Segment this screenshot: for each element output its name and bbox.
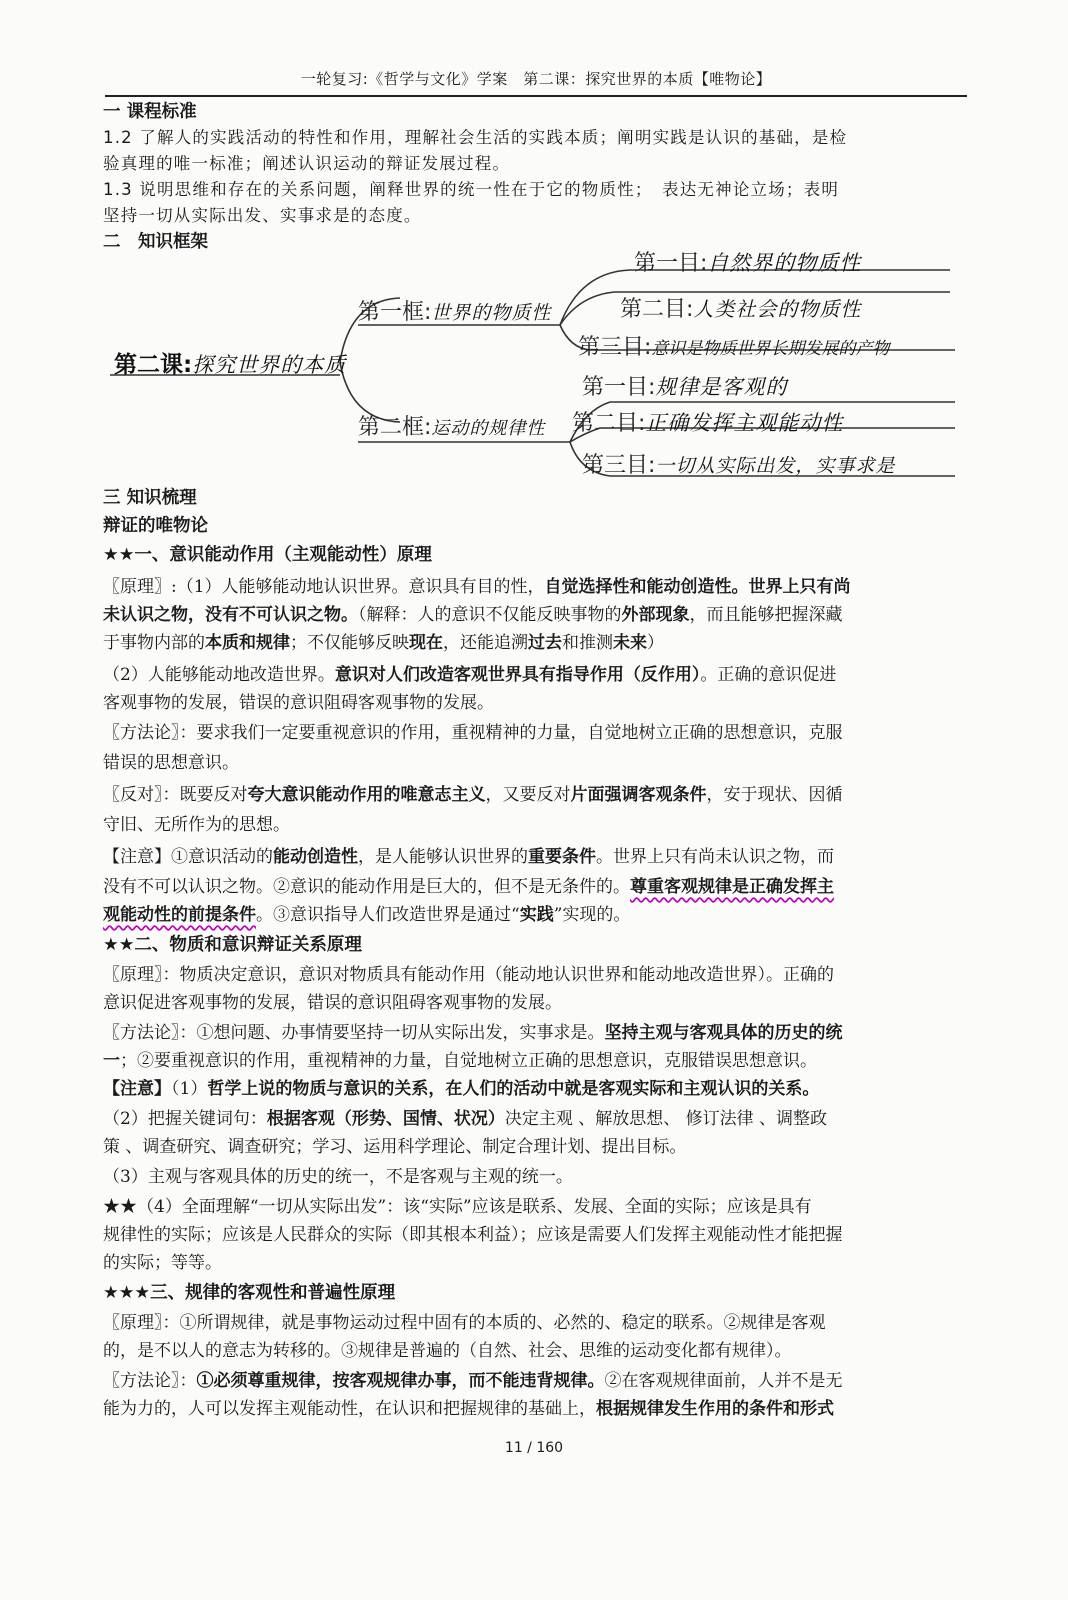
tree-frame-1-handwriting: 世界的物质性: [431, 302, 552, 324]
principle-2-note: 策 、调查研究、调查研究；学习、运用科学理论、制定合理计划、提出目标。: [103, 1137, 687, 1157]
text: 能为力的，人可以发挥主观能动性，在认识和把握规律的基础上，: [103, 1399, 596, 1419]
bold-text: 意识对人们改造客观世界具有指导作用（反作用）: [334, 665, 701, 685]
subheading-dialectical-materialism: 辩证的唯物论: [103, 516, 208, 536]
section-heading-framework: 二 知识框架: [103, 232, 208, 252]
tree-item-label: 第三目:: [582, 453, 656, 478]
text: （解释：人的意识不仅能反映事物的: [358, 605, 622, 625]
text: 决定主观 、解放思想、 修订法律 、调整政: [504, 1109, 828, 1129]
tree-item-label: 第二目:: [572, 411, 646, 436]
bold-text: 实践: [519, 905, 554, 925]
text: ；不仅能够反映: [290, 633, 409, 653]
text: 。世界上只有尚未认识之物，而: [596, 847, 834, 867]
principle-2-note: ★★（4）全面理解“一切从实际出发”：该“实际”应该是联系、发展、全面的实际；应该是具有: [103, 1197, 812, 1217]
text: 〖方法论〗：: [103, 1371, 197, 1391]
text: 和推测: [562, 633, 613, 653]
knowledge-tree-diagram: [100, 250, 960, 485]
principle-1-note: [103, 874, 963, 900]
principle-3-method: [103, 1396, 963, 1422]
page-number: 11 / 160: [504, 1440, 564, 1456]
principle-2-line: 〖原理〗：物质决定意识，意识对物质具有能动作用（能动地认识世界和能动地改造世界）。正确的: [103, 965, 834, 985]
tree-root-label: 第二课:: [114, 352, 193, 378]
tree-item-handwriting: 意识是物质世界长期发展的产物: [651, 339, 890, 359]
text: ，又要反对: [485, 785, 571, 805]
text: 【注意】①意识活动的: [103, 847, 273, 867]
principle-2-method: [103, 1048, 963, 1074]
principle-1-method: 〖方法论〗：要求我们一定要重视意识的作用，重视精神的力量，自觉地树立正确的思想意识，克服: [103, 723, 843, 743]
principle-1-line: [103, 662, 963, 688]
text: ）: [647, 633, 664, 653]
tree-item-f1-m1: [634, 246, 861, 277]
tree-item-f2-m3: [582, 448, 895, 479]
tree-item-label: 第一目:: [582, 375, 656, 400]
tree-item-label: 第三目:: [578, 335, 652, 360]
text: 。③意识指导人们改造世界是通过“: [256, 905, 520, 925]
bold-text: 本质和规律: [205, 633, 290, 653]
section-heading-review: 三 知识梳理: [103, 488, 197, 508]
tree-item-label: 第二目:: [620, 297, 694, 322]
text: ，安于现状、因循: [706, 785, 843, 805]
tree-item-f2-m1: [582, 370, 787, 401]
principle-2-note: 的实际；等等。: [103, 1253, 222, 1273]
principle-2-note: （3）主观与客观具体的历史的统一，不是客观与主观的统一。: [103, 1167, 573, 1187]
tree-item-f1-m2: [620, 292, 861, 323]
tree-item-handwriting: 规律是客观的: [655, 375, 788, 399]
tree-item-f1-m3: [578, 330, 889, 361]
principle-2-note: 规律性的实际；应该是人民群众的实际（即其根本利益）；应该是需要人们发挥主观能动性才能把握: [103, 1225, 843, 1245]
tree-item-handwriting: 自然界的物质性: [707, 251, 862, 275]
underlined-bold-text: 观能动性的前提条件: [103, 905, 256, 925]
page-header: 一轮复习:《哲学与文化》学案 第二课：探究世界的本质【唯物论】: [300, 70, 772, 88]
bold-text: 重要条件: [528, 847, 596, 867]
principle-1-oppose: 守旧、无所作为的思想。: [103, 815, 290, 835]
bold-text: 未来: [613, 633, 647, 653]
principle-3-method: [103, 1368, 963, 1394]
principle-2-note: [103, 1106, 963, 1132]
principle-1-note: [103, 844, 963, 870]
bold-text: 自觉选择性和能动创造性。世界上只有尚: [544, 577, 851, 597]
text: ”实现的。: [553, 905, 631, 925]
principle-1-line: [103, 630, 963, 656]
header-divider: [105, 95, 967, 97]
tree-item-handwriting: 一切从实际出发，实事求是: [655, 455, 896, 477]
principle-1-line: [103, 574, 963, 600]
text: （1）: [171, 1079, 208, 1099]
text: ，是人能够认识世界的: [358, 847, 528, 867]
text: ②在客观规律面前，人并不是无: [604, 1371, 843, 1391]
bold-text: 根据客观（形势、国情、状况）: [266, 1109, 505, 1129]
bold-text: 夸大意识能动作用的唯意志主义: [247, 785, 486, 805]
principle-1-note: [103, 902, 963, 928]
bold-text: 片面强调客观条件: [570, 785, 707, 805]
text: 。正确的意识促进: [700, 665, 837, 685]
principle-1-line: [103, 602, 963, 628]
bold-text: 坚持主观与客观具体的历史的统: [604, 1023, 843, 1043]
section-heading-standards: 一 课程标准: [103, 102, 197, 122]
text: 〖方法论〗：①想问题、办事情要坚持一切从实际出发，实事求是。: [103, 1023, 605, 1043]
tree-item-label: 第一目:: [634, 251, 708, 276]
standard-line: 1.3 说明思维和存在的关系问题，阐释世界的统一性在于它的物质性； 表达无神论立场；表明: [103, 180, 840, 199]
text: ，还能追溯: [443, 633, 528, 653]
principle-3-line: 的，是不以人的意志为转移的。③规律是普遍的（自然、社会、思维的运动变化都有规律）。: [103, 1341, 792, 1361]
tree-root-handwriting: 探究世界的本质: [192, 353, 347, 377]
text: ；②要重视意识的作用，重视精神的力量，自觉地树立正确的思想意识，克服错误思想意识。: [120, 1051, 817, 1071]
text: （2）把握关键词句：: [103, 1109, 267, 1129]
bold-text: 外部现象: [621, 605, 690, 625]
bold-text: 能动创造性: [273, 847, 358, 867]
text: 没有不可以认识之物。②意识的能动作用是巨大的，但不是无条件的。: [103, 877, 630, 897]
principle-2-method: [103, 1020, 963, 1046]
standard-line: 坚持一切从实际出发、实事求是的态度。: [103, 206, 422, 225]
tree-item-handwriting: 正确发挥主观能动性: [645, 411, 844, 435]
tree-frame-1: [358, 295, 551, 326]
tree-frame-2-handwriting: 运动的规律性: [431, 418, 546, 439]
text: ，而且能够把握深藏: [689, 605, 843, 625]
bold-text: 哲学上说的物质与意识的关系，在人们的活动中就是客观实际和主观认识的关系。: [207, 1079, 820, 1099]
principle-2-line: 意识促进客观事物的发展，错误的意识阻碍客观事物的发展。: [103, 993, 562, 1013]
bold-text: 过去: [528, 633, 562, 653]
bold-text: 一: [103, 1051, 120, 1071]
principle-2-note: [103, 1076, 963, 1102]
principle-1-title: ★★一、意识能动作用（主观能动性）原理: [103, 545, 432, 565]
text: 〖反对〗：既要反对: [103, 785, 248, 805]
principle-1-oppose: [103, 782, 963, 808]
principle-3-title: ★★★三、规律的客观性和普遍性原理: [103, 1283, 396, 1303]
standard-line: 验真理的唯一标准；阐述认识运动的辩证发展过程。: [103, 154, 511, 173]
principle-1-method: 错误的思想意识。: [103, 753, 239, 773]
tree-frame-2-label: 第二框:: [358, 415, 432, 440]
text: 〖原理〗:（1）人能够能动地认识世界。意识具有目的性，: [103, 577, 545, 597]
tree-frame-2: [358, 410, 545, 441]
tree-item-f2-m2: [572, 406, 843, 437]
standard-line: 1.2 了解人的实践活动的特性和作用，理解社会生活的实践本质；阐明实践是认识的基础，是检: [103, 128, 848, 147]
tree-item-handwriting: 人类社会的物质性: [693, 297, 862, 321]
bold-text: 现在: [409, 633, 443, 653]
tree-root: [114, 346, 346, 379]
bold-text: 【注意】: [103, 1079, 171, 1099]
principle-1-line: 客观事物的发展，错误的意识阻碍客观事物的发展。: [103, 693, 494, 713]
text: （2）人能够能动地改造世界。: [103, 665, 335, 685]
text: 于事物内部的: [103, 633, 205, 653]
principle-2-title: ★★二、物质和意识辩证关系原理: [103, 935, 362, 955]
bold-text: ①必须尊重规律，按客观规律办事，而不能违背规律。: [196, 1371, 605, 1391]
principle-3-line: 〖原理〗：①所谓规律，就是事物运动过程中固有的本质的、必然的、稳定的联系。②规律是客观: [103, 1313, 826, 1333]
bold-text: 根据规律发生作用的条件和形式: [596, 1399, 834, 1419]
bold-text: 未认识之物，没有不可认识之物。: [103, 605, 358, 625]
underlined-bold-text: 尊重客观规律是正确发挥主: [630, 877, 834, 897]
tree-frame-1-label: 第一框:: [358, 300, 432, 325]
